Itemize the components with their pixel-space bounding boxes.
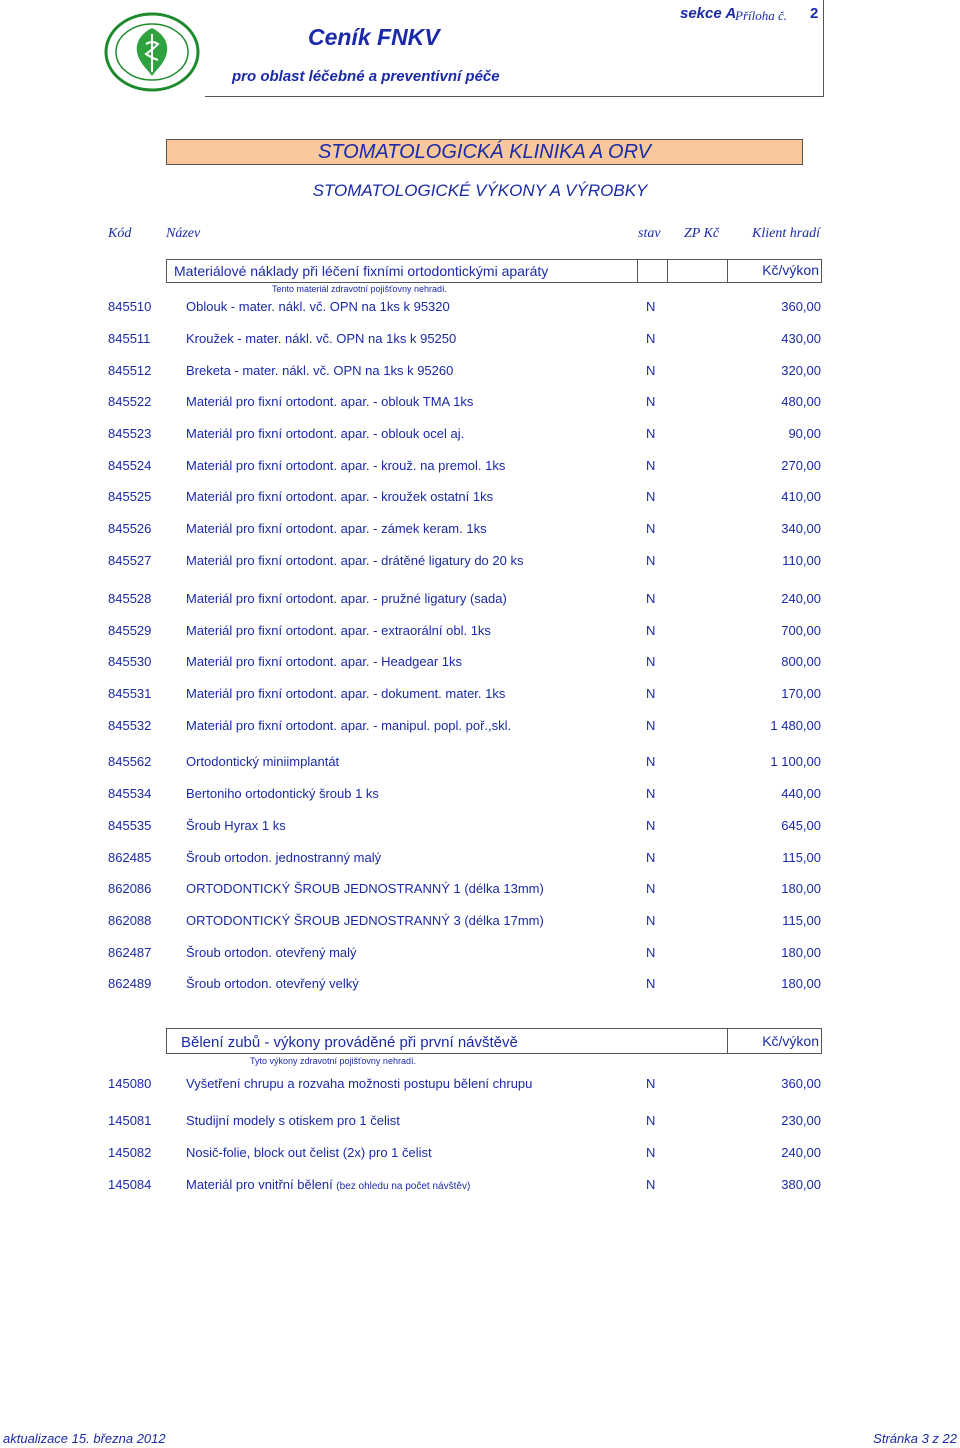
row-name: Vyšetření chrupu a rozvaha možnosti postupu bělení chrupu: [186, 1076, 533, 1091]
row-name: Šroub ortodon. otevřený velký: [186, 976, 359, 991]
section2-title: Bělení zubů - výkony prováděné při první návštěvě: [181, 1034, 518, 1051]
table-row: [0, 818, 960, 838]
clinic-subtitle: STOMATOLOGICKÉ VÝKONY A VÝROBKY: [312, 181, 648, 200]
row-price: 700,00: [781, 623, 821, 638]
section1-title: Materiálové náklady při léčení fixními ortodontickými aparáty: [174, 263, 549, 279]
row-name: Bertoniho ortodontický šroub 1 ks: [186, 786, 379, 801]
row-status: N: [646, 363, 656, 378]
column-header-status: stav: [638, 226, 661, 241]
row-price: 115,00: [782, 850, 821, 865]
table-row: [0, 331, 960, 351]
row-name: Ortodontický miniimplantát: [186, 754, 340, 769]
section2-unit: Kč/výkon: [762, 1033, 819, 1049]
row-price: 1 100,00: [770, 754, 821, 769]
column-header-client: Klient hradí: [752, 226, 821, 241]
row-name: Materiál pro fixní ortodont. apar. - dokument. mater. 1ks: [186, 686, 506, 701]
table-row: [0, 1177, 960, 1197]
row-code: 862086: [108, 881, 152, 896]
row-name: Šroub ortodon. otevřený malý: [186, 945, 357, 960]
row-price: 800,00: [781, 654, 821, 669]
row-status: N: [646, 850, 656, 865]
row-name: Materiál pro fixní ortodont. apar. - zámek keram. 1ks: [186, 521, 487, 536]
table-row: [0, 686, 960, 706]
row-name: Materiál pro fixní ortodont. apar. - oblouk TMA 1ks: [186, 394, 474, 409]
section1-header: [166, 259, 822, 283]
section1-note: Tento materiál zdravotní pojišťovny nehradí.: [272, 284, 447, 294]
section2-header: [166, 1028, 822, 1054]
table-row: [0, 394, 960, 414]
row-status: N: [646, 654, 656, 669]
table-row: [0, 1076, 960, 1096]
row-name: ORTODONTICKÝ ŠROUB JEDNOSTRANNÝ 3 (délka 17mm): [186, 913, 544, 928]
table-row: [0, 521, 960, 541]
footer-update-date: aktualizace 15. března 2012: [3, 1431, 166, 1446]
row-status: N: [646, 623, 656, 638]
row-status: N: [646, 686, 656, 701]
row-name: Kroužek - mater. nákl. vč. OPN na 1ks k 95250: [186, 331, 457, 346]
table-row: [0, 1113, 960, 1133]
row-price: 340,00: [781, 521, 821, 536]
row-price: 170,00: [781, 686, 821, 701]
row-status: N: [646, 945, 656, 960]
section2-note: Tyto výkony zdravotní pojišťovny nehradí.: [250, 1056, 416, 1066]
table-row: [0, 591, 960, 611]
table-row: [0, 913, 960, 933]
row-status: N: [646, 394, 656, 409]
row-price: 90,00: [788, 426, 821, 441]
row-code: 862088: [108, 913, 152, 928]
row-code: 845511: [108, 331, 151, 346]
row-price: 180,00: [781, 881, 821, 896]
row-code: 862487: [108, 945, 152, 960]
row-code: 845510: [108, 299, 152, 314]
section1-unit: Kč/výkon: [762, 262, 819, 278]
row-name-note: (bez ohledu na počet návštěv): [336, 1181, 471, 1192]
appendix-label: Příloha č.: [735, 8, 787, 23]
row-code: 145082: [108, 1145, 152, 1160]
row-price: 180,00: [781, 976, 821, 991]
row-name: Materiál pro fixní ortodont. apar. - krouž. na premol. 1ks: [186, 458, 506, 473]
row-code: 845531: [108, 686, 152, 701]
row-code: 845526: [108, 521, 152, 536]
row-status: N: [646, 299, 656, 314]
row-code: 862489: [108, 976, 152, 991]
row-status: N: [646, 818, 656, 833]
table-row: [0, 299, 960, 319]
row-name: Nosič-folie, block out čelist (2x) pro 1 čelist: [186, 1145, 432, 1160]
table-row: [0, 718, 960, 738]
row-code: 845532: [108, 718, 152, 733]
row-code: 845562: [108, 754, 152, 769]
row-code: 862485: [108, 850, 152, 865]
row-price: 320,00: [781, 363, 821, 378]
column-header-code: Kód: [108, 226, 132, 241]
table-row: [0, 1145, 960, 1165]
row-price: 115,00: [782, 913, 821, 928]
row-name: Materiál pro fixní ortodont. apar. - manipul. popl. poř.,skl.: [186, 718, 512, 733]
row-status: N: [646, 976, 656, 991]
row-price: 645,00: [781, 818, 821, 833]
row-status: N: [646, 754, 656, 769]
row-code: 145080: [108, 1076, 152, 1091]
row-status: N: [646, 553, 656, 568]
table-row: [0, 458, 960, 478]
row-code: 845530: [108, 654, 152, 669]
row-name: Materiál pro fixní ortodont. apar. - kroužek ostatní 1ks: [186, 489, 494, 504]
header-divider: [205, 96, 824, 97]
row-price: 230,00: [781, 1113, 821, 1128]
row-status: N: [646, 718, 656, 733]
row-status: N: [646, 1177, 656, 1192]
table-row: [0, 623, 960, 643]
footer-page-number: Stránka 3 z 22: [873, 1431, 957, 1446]
row-status: N: [646, 913, 656, 928]
row-status: N: [646, 458, 656, 473]
row-status: N: [646, 331, 656, 346]
row-name: Materiál pro fixní ortodont. apar. - pružné ligatury (sada): [186, 591, 507, 606]
table-row: [0, 553, 960, 573]
row-name: Materiál pro fixní ortodont. apar. - drátěné ligatury do 20 ks: [186, 553, 524, 568]
document-subtitle: pro oblast léčebné a preventivní péče: [232, 68, 500, 85]
row-price: 110,00: [782, 553, 821, 568]
row-status: N: [646, 1076, 656, 1091]
row-price: 440,00: [781, 786, 821, 801]
row-status: N: [646, 426, 656, 441]
row-status: N: [646, 489, 656, 504]
row-name: [186, 1177, 470, 1192]
table-row: [0, 881, 960, 901]
row-price: 480,00: [781, 394, 821, 409]
row-name: Materiál pro fixní ortodont. apar. - Headgear 1ks: [186, 654, 463, 669]
table-row: [0, 363, 960, 383]
row-price: 380,00: [781, 1177, 821, 1192]
row-name: Breketa - mater. nákl. vč. OPN na 1ks k 95260: [186, 363, 454, 378]
row-status: N: [646, 881, 656, 896]
row-name: Studijní modely s otiskem pro 1 čelist: [186, 1113, 400, 1128]
row-name: Materiál pro fixní ortodont. apar. - extraorální obl. 1ks: [186, 623, 491, 638]
fnkv-logo: [100, 10, 204, 94]
table-row: [0, 426, 960, 446]
row-code: 845528: [108, 591, 152, 606]
row-code: 845529: [108, 623, 152, 638]
row-status: N: [646, 521, 656, 536]
row-price: 240,00: [781, 591, 821, 606]
column-header-insurance: ZP Kč: [684, 226, 720, 241]
row-price: 410,00: [781, 489, 821, 504]
table-row: [0, 654, 960, 674]
row-code: 845523: [108, 426, 152, 441]
row-price: 1 480,00: [770, 718, 821, 733]
row-code: 145084: [108, 1177, 152, 1192]
row-code: 845527: [108, 553, 152, 568]
row-name: Šroub ortodon. jednostranný malý: [186, 850, 382, 865]
appendix-number: 2: [810, 5, 819, 22]
table-row: [0, 786, 960, 806]
row-price: 270,00: [781, 458, 821, 473]
row-status: N: [646, 591, 656, 606]
table-row: [0, 754, 960, 774]
table-row: [0, 850, 960, 870]
row-code: 845512: [108, 363, 152, 378]
table-row: [0, 945, 960, 965]
row-code: 845522: [108, 394, 152, 409]
table-row: [0, 489, 960, 509]
document-title: Ceník FNKV: [308, 24, 440, 50]
row-status: N: [646, 786, 656, 801]
row-price: 240,00: [781, 1145, 821, 1160]
row-name: ORTODONTICKÝ ŠROUB JEDNOSTRANNÝ 1 (délka 13mm): [186, 881, 544, 896]
row-code: 145081: [108, 1113, 152, 1128]
row-name: Materiál pro fixní ortodont. apar. - oblouk ocel aj.: [186, 426, 465, 441]
table-row: [0, 976, 960, 996]
section-label: sekce A: [680, 5, 737, 22]
column-header-name: Název: [166, 226, 201, 241]
row-name: Šroub Hyrax 1 ks: [186, 818, 286, 833]
header-vertical-divider: [823, 0, 824, 97]
row-code: 845534: [108, 786, 152, 801]
row-status: N: [646, 1145, 656, 1160]
row-status: N: [646, 1113, 656, 1128]
row-price: 430,00: [781, 331, 821, 346]
row-code: 845535: [108, 818, 152, 833]
row-name-main: Materiál pro vnitřní bělení: [186, 1177, 337, 1192]
row-name: Oblouk - mater. nákl. vč. OPN na 1ks k 95320: [186, 299, 450, 314]
row-price: 360,00: [781, 299, 821, 314]
row-price: 360,00: [781, 1076, 821, 1091]
clinic-title: STOMATOLOGICKÁ KLINIKA A ORV: [166, 139, 803, 165]
row-price: 180,00: [781, 945, 821, 960]
row-code: 845524: [108, 458, 152, 473]
row-code: 845525: [108, 489, 152, 504]
